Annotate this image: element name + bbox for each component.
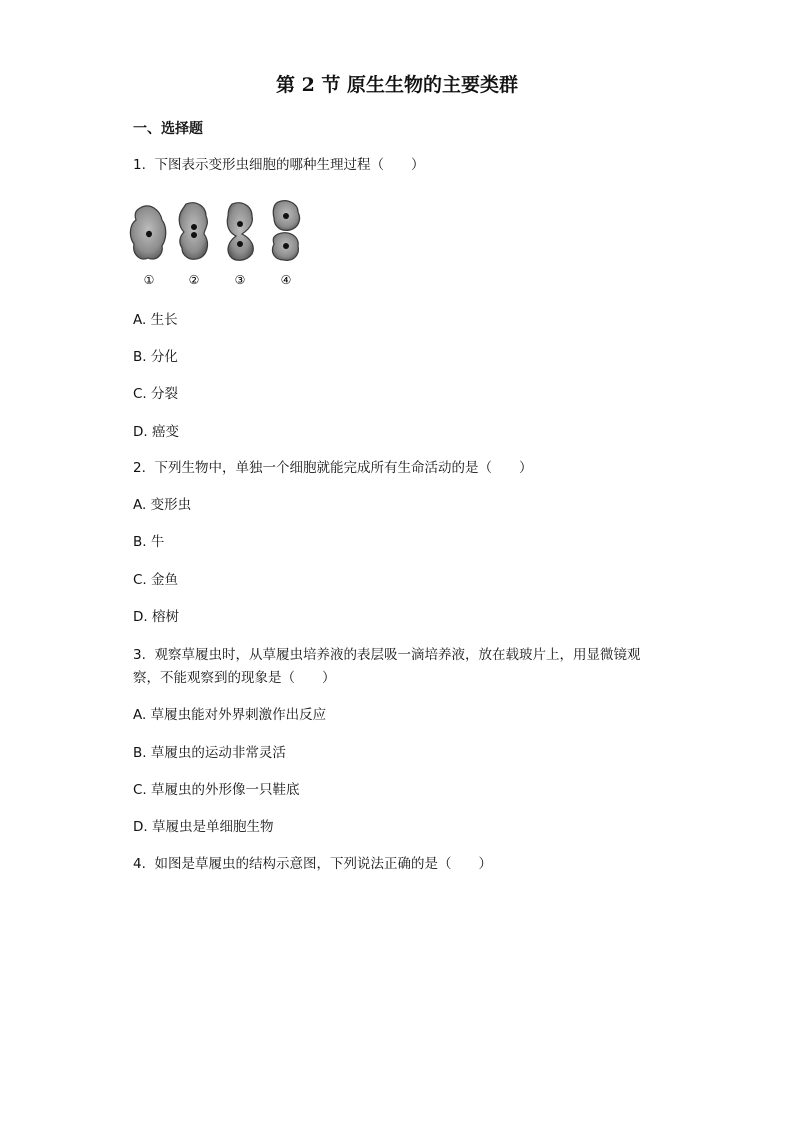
question-1	[133, 155, 424, 175]
cell-2-label: ②	[188, 273, 200, 287]
option-2b: B. 牛	[133, 534, 165, 550]
cell-1-image	[130, 206, 165, 259]
cell-2-image	[179, 203, 207, 260]
question-number: 2.	[133, 460, 146, 476]
section-heading: 一、选择题	[133, 121, 203, 137]
page-title: 第 2 节 原生生物的主要类群	[275, 74, 519, 96]
amoeba-division-figure	[128, 196, 318, 291]
question-stem-line-1: 观察草履虫时，从草履虫培养液的表层吸一滴培养液，放在载玻片上，用显微镜观	[154, 647, 641, 663]
option-1c: C. 分裂	[133, 386, 179, 402]
question-stem: 如图是草履虫的结构示意图，下列说法正确的是（ ）	[154, 856, 492, 872]
question-number: 3.	[133, 647, 146, 663]
question-4	[133, 854, 492, 874]
question-number: 1.	[133, 157, 146, 173]
question-number: 4.	[133, 856, 146, 872]
cell-3-label: ③	[234, 273, 246, 287]
option-3c: C. 草履虫的外形像一只鞋底	[133, 782, 300, 798]
question-stem: 下列生物中，单独一个细胞就能完成所有生命活动的是（ ）	[154, 460, 533, 476]
option-3a: A. 草履虫能对外界刺激作出反应	[133, 707, 327, 723]
option-1a: A. 生长	[133, 312, 178, 328]
question-3-line-2: 察，不能观察到的现象是（ ）	[133, 670, 336, 686]
question-2	[133, 458, 532, 478]
option-2c: C. 金鱼	[133, 572, 179, 588]
question-3	[133, 645, 640, 665]
option-1b: B. 分化	[133, 349, 178, 365]
option-2a: A. 变形虫	[133, 497, 192, 513]
option-3d: D. 草履虫是单细胞生物	[133, 819, 274, 835]
cell-4-label: ④	[280, 273, 292, 287]
option-2d: D. 榕树	[133, 609, 179, 625]
question-stem: 下图表示变形虫细胞的哪种生理过程（ ）	[154, 157, 425, 173]
option-3b: B. 草履虫的运动非常灵活	[133, 745, 286, 761]
cell-4-image	[272, 201, 299, 261]
cell-1-label: ①	[143, 273, 155, 287]
cell-3-image	[227, 203, 253, 261]
option-1d: D. 癌变	[133, 424, 179, 440]
